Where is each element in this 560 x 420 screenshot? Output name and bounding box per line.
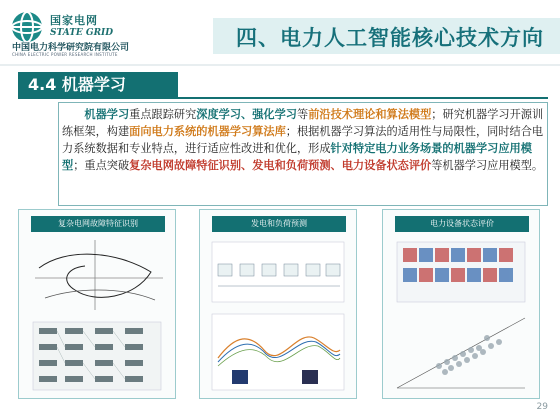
panel-title: 复杂电网故障特征识别: [31, 216, 165, 232]
body-paragraph: [62, 106, 546, 174]
section-underline: [18, 97, 548, 99]
fault-feature-diagram: [25, 238, 169, 394]
section-heading: 4.4 机器学习: [18, 72, 178, 98]
slide-header: [0, 0, 560, 66]
text-fragment: ；根据机器学习算法的适用性与局限性，同时结合电力系统数据和专业特点，进行适应性改进和优化，形成: [62, 125, 544, 155]
term-key-applications: 复杂电网故障特征识别、发电和负荷预测、电力设备状态评价: [129, 159, 432, 172]
text-fragment: ；重点突破: [73, 159, 130, 172]
text-fragment: 等: [297, 108, 309, 121]
panel-equipment-evaluation: [382, 209, 540, 399]
text-fragment: 重点跟踪研究: [129, 108, 197, 121]
organization-english-name: CHINA ELECTRIC POWER RESEARCH INSTITUTE: [12, 52, 118, 57]
term-frontier-theory: 前沿技术理论和算法模型: [308, 108, 432, 121]
organization-chinese-name: 中国电力科学研究院有限公司: [12, 43, 130, 53]
logo-english-name: STATE GRID: [50, 28, 114, 38]
text-fragment: 等机器学习应用模型。: [431, 159, 544, 172]
header-divider: [0, 64, 560, 66]
term-deep-reinforcement: 深度学习、强化学习: [196, 108, 297, 121]
panel-title: 发电和负荷预测: [212, 216, 346, 232]
slide-title: 四、电力人工智能核心技术方向: [236, 26, 544, 50]
panel-load-forecasting: [199, 209, 357, 399]
term-algorithm-library: 面向电力系统的机器学习算法库: [129, 125, 286, 138]
panel-title: 电力设备状态评价: [395, 216, 529, 232]
page-number: 29: [536, 402, 548, 412]
text-fragment: ；研究机器学习开源训练框架，构建: [62, 108, 544, 138]
term-application-models: 针对特定电力业务场景的机器学习应用模型: [62, 142, 532, 172]
logo-chinese-name: 国家电网: [50, 14, 98, 27]
term-machine-learning: 机器学习: [84, 108, 130, 121]
panel-fault-identification: [18, 209, 176, 399]
state-grid-globe-icon: [10, 10, 44, 44]
forecast-illustration: [206, 238, 350, 394]
equipment-state-illustration: [389, 238, 533, 394]
